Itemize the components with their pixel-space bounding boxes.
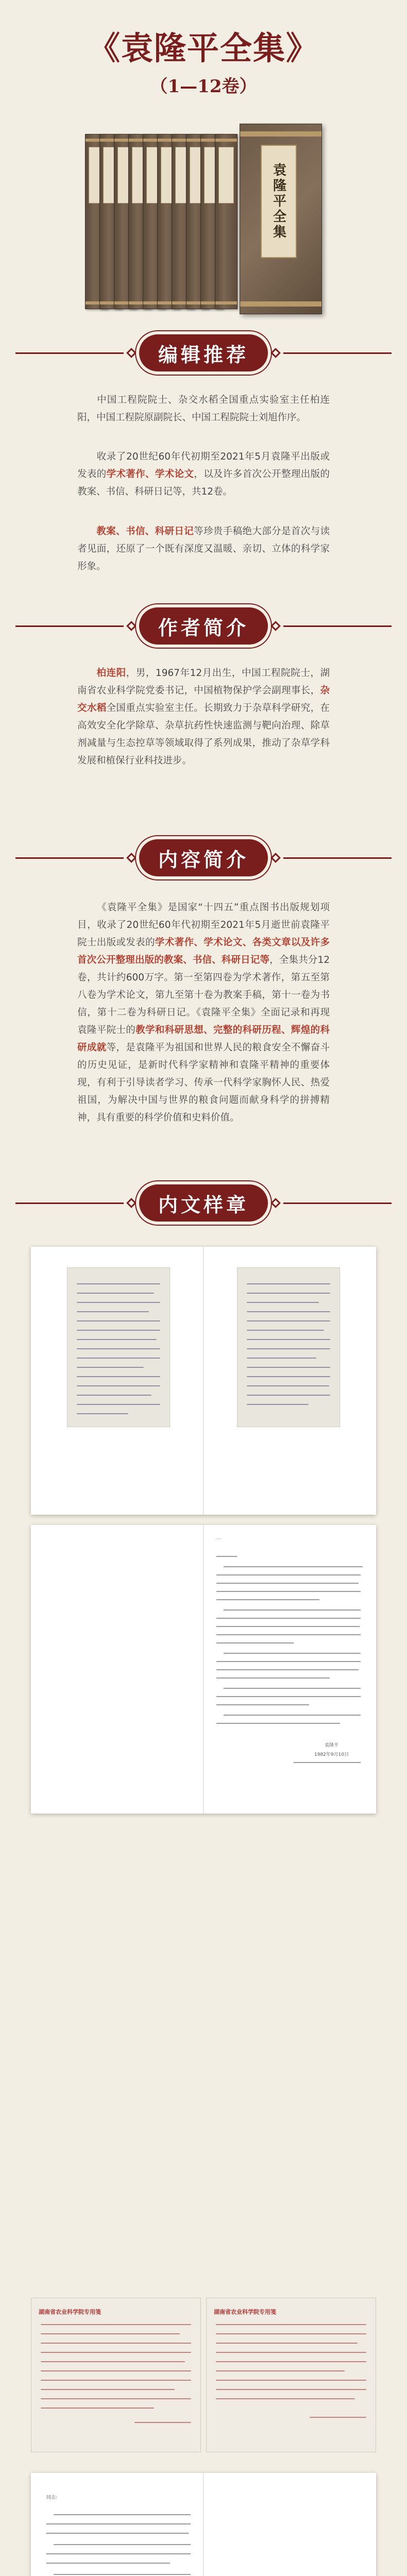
content-paragraph xyxy=(77,899,330,1127)
letter-signature: 袁隆平 xyxy=(325,1743,339,1748)
sample-spread-1 xyxy=(31,1247,376,1515)
section-header-recommend xyxy=(0,330,407,376)
printed-page: … 袁隆平 1982年9月10日 xyxy=(216,1535,366,1803)
highlight-text: 学术著作、学术论文、各类文章以及许多首次公开整理出版的教案、书信、科研日记等 xyxy=(77,937,330,965)
page-subtitle: （1—12卷） xyxy=(150,76,257,97)
manuscript-image xyxy=(67,1267,170,1427)
section-header-author xyxy=(0,603,407,649)
book-set-image xyxy=(85,118,322,325)
section-heading: 编辑推荐 xyxy=(139,334,268,371)
section-heading: 作者简介 xyxy=(139,607,268,645)
section-header-samples xyxy=(0,1180,407,1226)
author-text: ，男，1967年12月出生，中国工程院院士，湖南省农业科学院党委书记，中国植物保护学会副理事长， xyxy=(77,668,330,696)
book-front-cover xyxy=(240,124,322,314)
section-heading: 内容简介 xyxy=(139,839,268,876)
recommend-paragraph-3 xyxy=(77,523,330,575)
highlight-text: 学术著作、学术论文 xyxy=(106,469,194,480)
printed-page xyxy=(46,2494,196,2576)
highlight-text: 杂交水稻 xyxy=(77,685,330,714)
author-paragraph xyxy=(77,665,330,770)
letterhead-manuscript xyxy=(31,2298,201,2452)
letterhead-title: 湖南省农业科学院专用笺 xyxy=(39,2309,101,2315)
section-header-content xyxy=(0,835,407,881)
recommend-paragraph-2 xyxy=(77,448,330,501)
section-heading: 内文样章 xyxy=(139,1184,268,1222)
page-title: 《袁隆平全集》 xyxy=(88,29,319,67)
highlight-text: 教案、书信、科研日记 xyxy=(96,526,194,537)
letterhead-manuscript xyxy=(206,2298,376,2452)
sample-spread-3 xyxy=(31,2298,376,2463)
sample-spread-2 xyxy=(31,1525,376,1814)
content-text: ，全集共分12卷，共计约600万字。第一至第四卷为学术著作，第五至第八卷为学术论文，第九至第十卷为教案手稿，第十一卷为书信，第十二卷为科研日记。《袁隆平全集》全面记录和再现袁隆平院士的 xyxy=(77,955,330,1036)
content-text: 等，是袁隆平为祖国和世界人民的粮食安全不懈奋斗的历史见证，是新时代科学家精神和袁隆平精神的重要体现，有利于引导读者学习、传承一代科学家胸怀人民、热爱祖国，为解决中国与世界的粮食问题而献身科学的拼搏精神，具有重要的科学价值和史料价值。 xyxy=(77,1042,330,1123)
letterhead-title: 湖南省农业科学院专用笺 xyxy=(214,2309,276,2315)
letter-greeting: 同志： xyxy=(46,2495,61,2500)
content-text: 《袁隆平全集》是国家“十四五”重点图书出版规划项目，收录了20世纪60年代初期至2021年5月逝世前袁隆平院士出版或发表的 xyxy=(77,902,330,948)
recommend-paragraph-1 xyxy=(77,392,330,427)
letter-date: 1982年9月10日 xyxy=(314,1752,349,1757)
manuscript-image xyxy=(237,1267,340,1427)
recommend-text: 中国工程院院士、杂交水稻全国重点实验室主任柏连阳，中国工程院原副院长、中国工程院院士刘旭作序。 xyxy=(77,395,330,423)
sample-spread-4 xyxy=(31,2473,376,2576)
recommend-text: 收录了20世纪60年代初期至2021年5月袁隆平出版或发表的 xyxy=(77,451,330,480)
book-cover-title: 袁隆平全集 xyxy=(261,145,297,258)
author-name: 柏连阳 xyxy=(96,668,126,679)
author-text: 全国重点实验室主任。长期致力于杂草科学研究，在高效安全化学除草、杂草抗药性快速监测与靶向治理、除草剂减量与生态控草等领域取得了系列成果，推动了杂草学科发展和植保行业科技进步。 xyxy=(77,703,330,766)
recommend-text: 等珍贵手稿绝大部分是首次与读者见面，还原了一个既有深度又温暖、亲切、立体的科学家形象。 xyxy=(77,526,330,572)
highlight-text: 教学和科研思想、完整的科研历程、辉煌的科研成就 xyxy=(77,1025,330,1053)
recommend-text: ，以及许多首次公开整理出版的教案、书信、科研日记等，共12卷。 xyxy=(77,469,330,497)
